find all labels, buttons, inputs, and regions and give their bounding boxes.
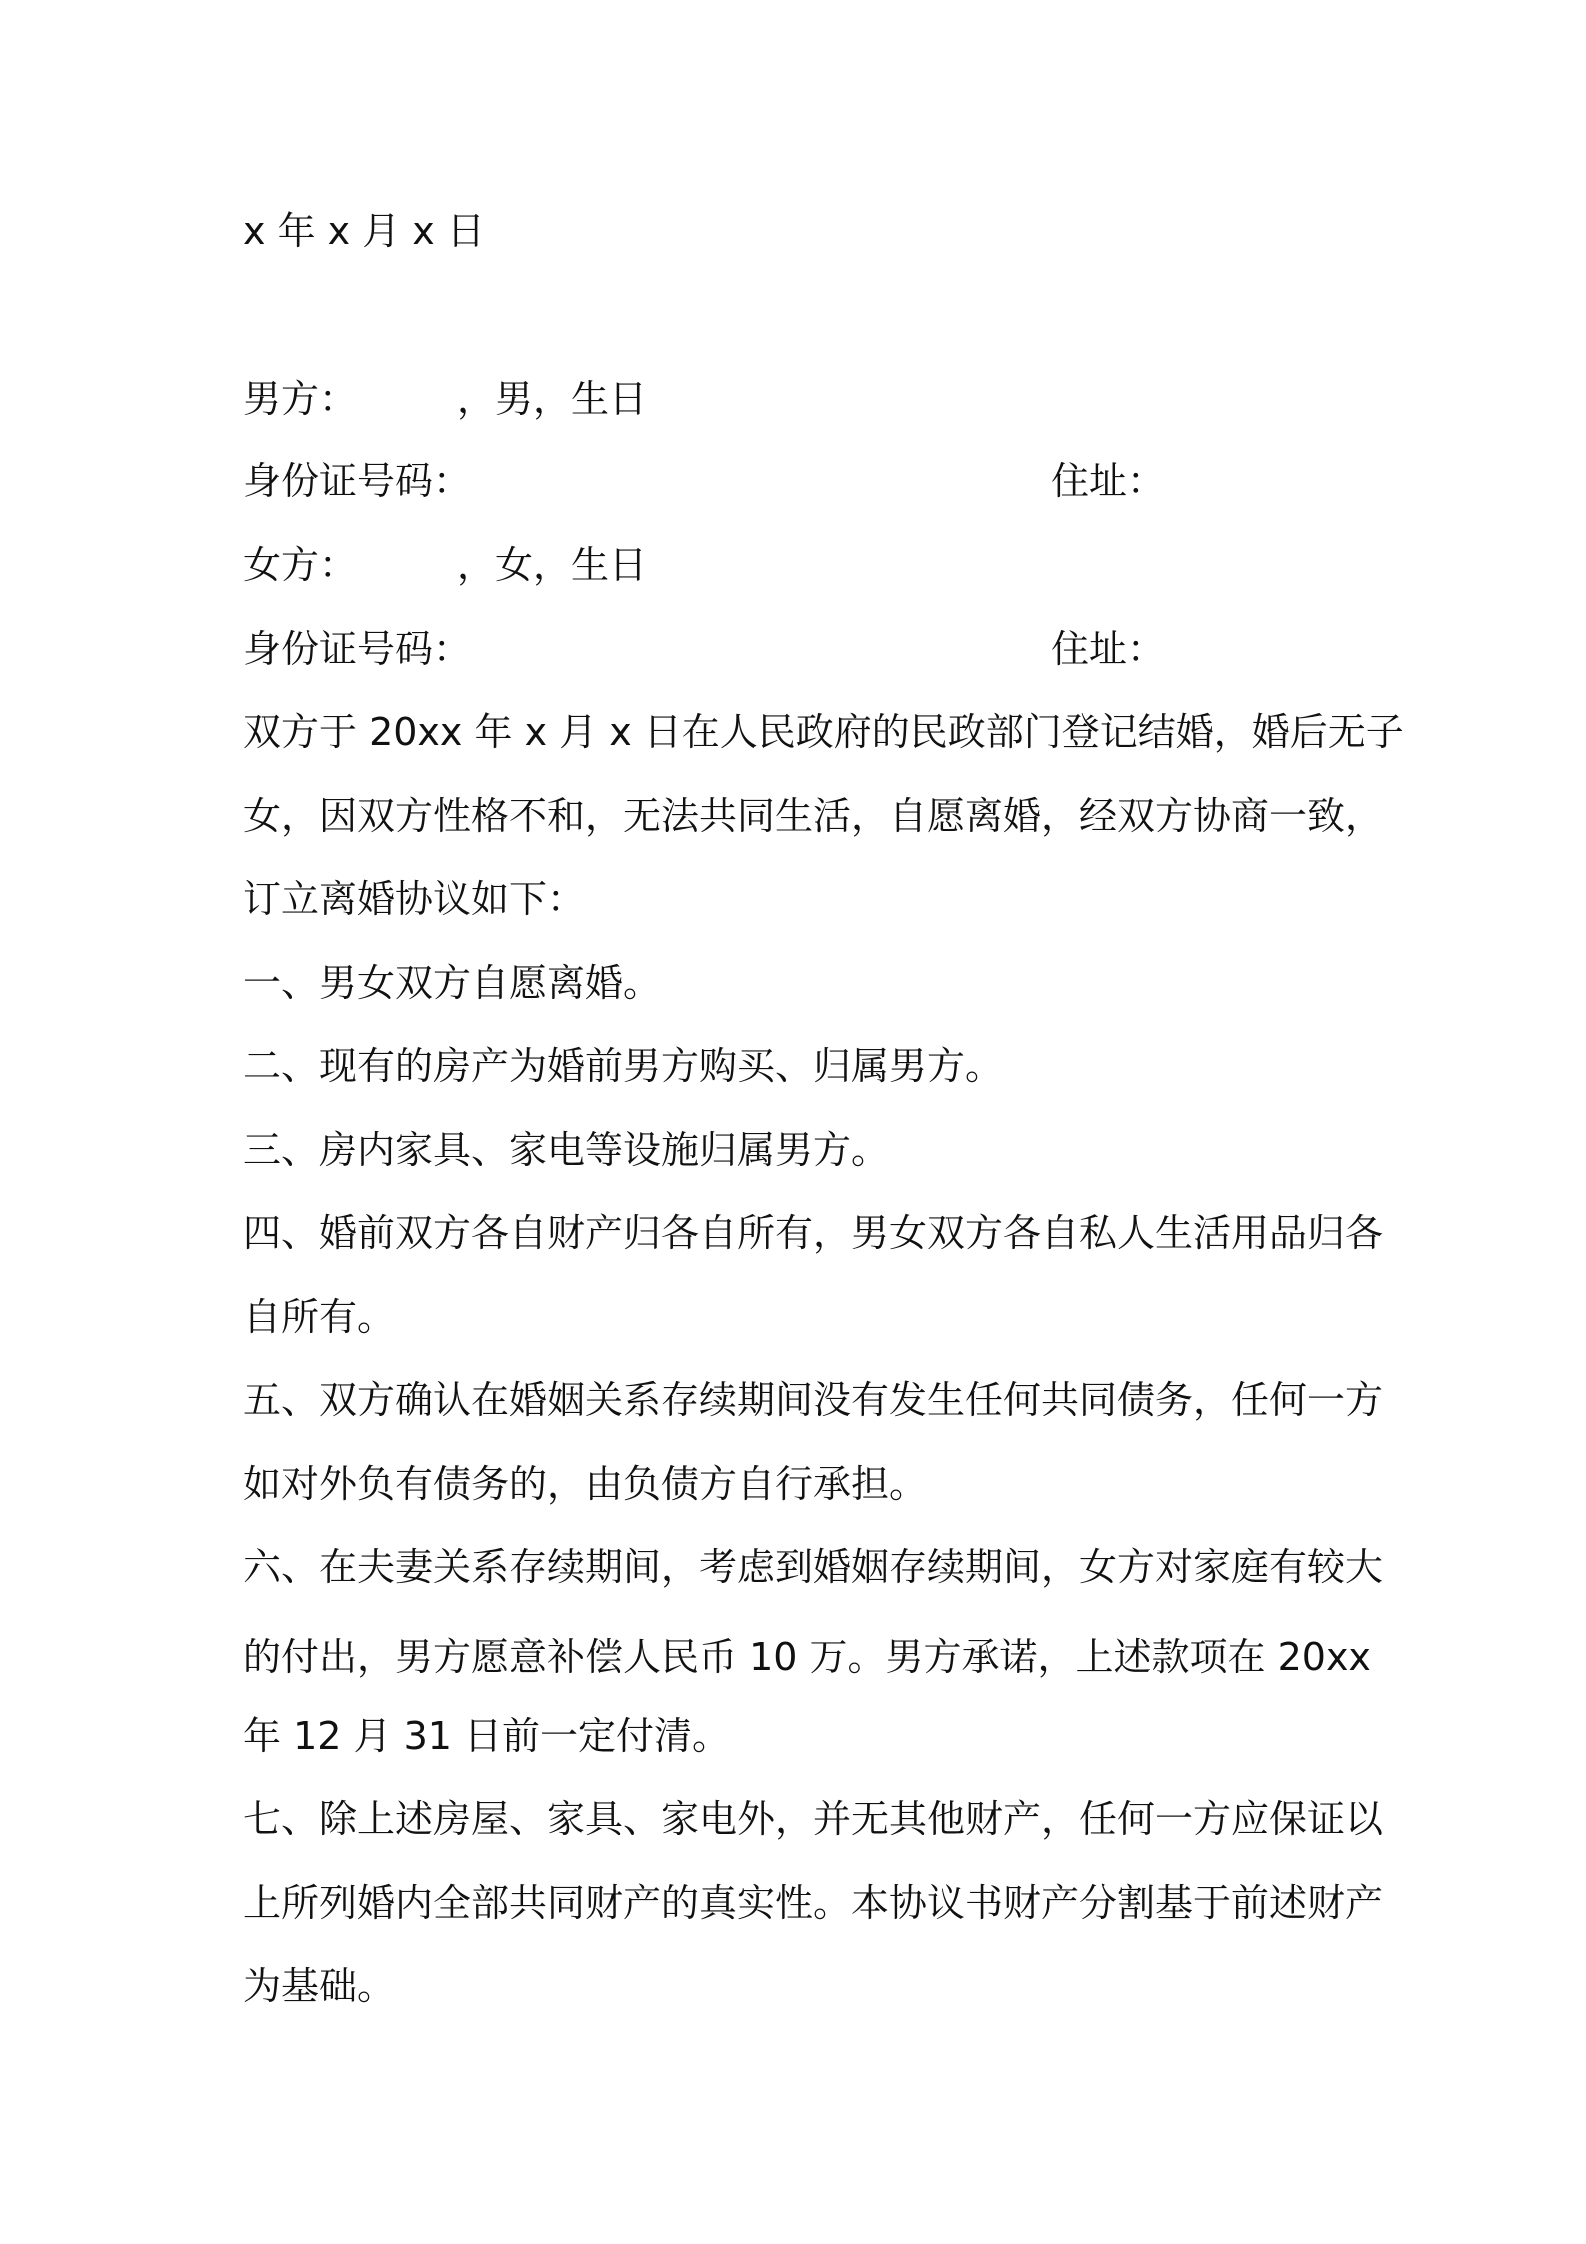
male-id-line [243, 459, 1343, 503]
male-id-label: 身份证号码： [243, 459, 472, 503]
clause-4-line-1: 四、婚前双方各自财产归各自所有，男女双方各自私人生活用品归各 [243, 1211, 1384, 1255]
clause-5-line-1: 五、双方确认在婚姻关系存续期间没有发生任何共同债务，任何一方 [243, 1378, 1384, 1422]
female-id-label: 身份证号码： [243, 627, 472, 671]
male-details: ，男，生日 [457, 377, 648, 421]
clause-7-line-2: 上所列婚内全部共同财产的真实性。本协议书财产分割基于前述财产 [243, 1881, 1384, 1925]
intro-line-3: 订立离婚协议如下： [243, 877, 586, 921]
clause-2: 二、现有的房产为婚前男方购买、归属男方。 [243, 1044, 1004, 1088]
clause-6-line-2: 的付出，男方愿意补偿人民币 10 万。男方承诺，上述款项在 20xx [243, 1635, 1371, 1679]
female-label: 女方： [243, 543, 358, 587]
intro-line-2: 女，因双方性格不和，无法共同生活，自愿离婚，经双方协商一致， [243, 794, 1384, 838]
male-party-line [243, 377, 648, 421]
female-details: ，女，生日 [457, 543, 648, 587]
date-line: x 年 x 月 x 日 [243, 209, 485, 253]
clause-6-line-3: 年 12 月 31 日前一定付清。 [243, 1714, 731, 1758]
clause-7-line-3: 为基础。 [243, 1964, 396, 2008]
clause-3: 三、房内家具、家电等设施归属男方。 [243, 1128, 890, 1172]
clause-7-line-1: 七、除上述房屋、家具、家电外，并无其他财产，任何一方应保证以 [243, 1797, 1384, 1841]
clause-4-line-2: 自所有。 [243, 1295, 396, 1339]
intro-line-1: 双方于 20xx 年 x 月 x 日在人民政府的民政部门登记结婚，婚后无子 [243, 710, 1404, 754]
female-party-line [243, 543, 648, 587]
clause-5-line-2: 如对外负有债务的，由负债方自行承担。 [243, 1462, 928, 1506]
female-address-label: 住址： [1051, 627, 1166, 671]
male-address-label: 住址： [1051, 459, 1166, 503]
clause-1: 一、男女双方自愿离婚。 [243, 961, 662, 1005]
female-id-line [243, 627, 1343, 671]
clause-6-line-1: 六、在夫妻关系存续期间，考虑到婚姻存续期间，女方对家庭有较大 [243, 1545, 1384, 1589]
male-label: 男方： [243, 377, 358, 421]
